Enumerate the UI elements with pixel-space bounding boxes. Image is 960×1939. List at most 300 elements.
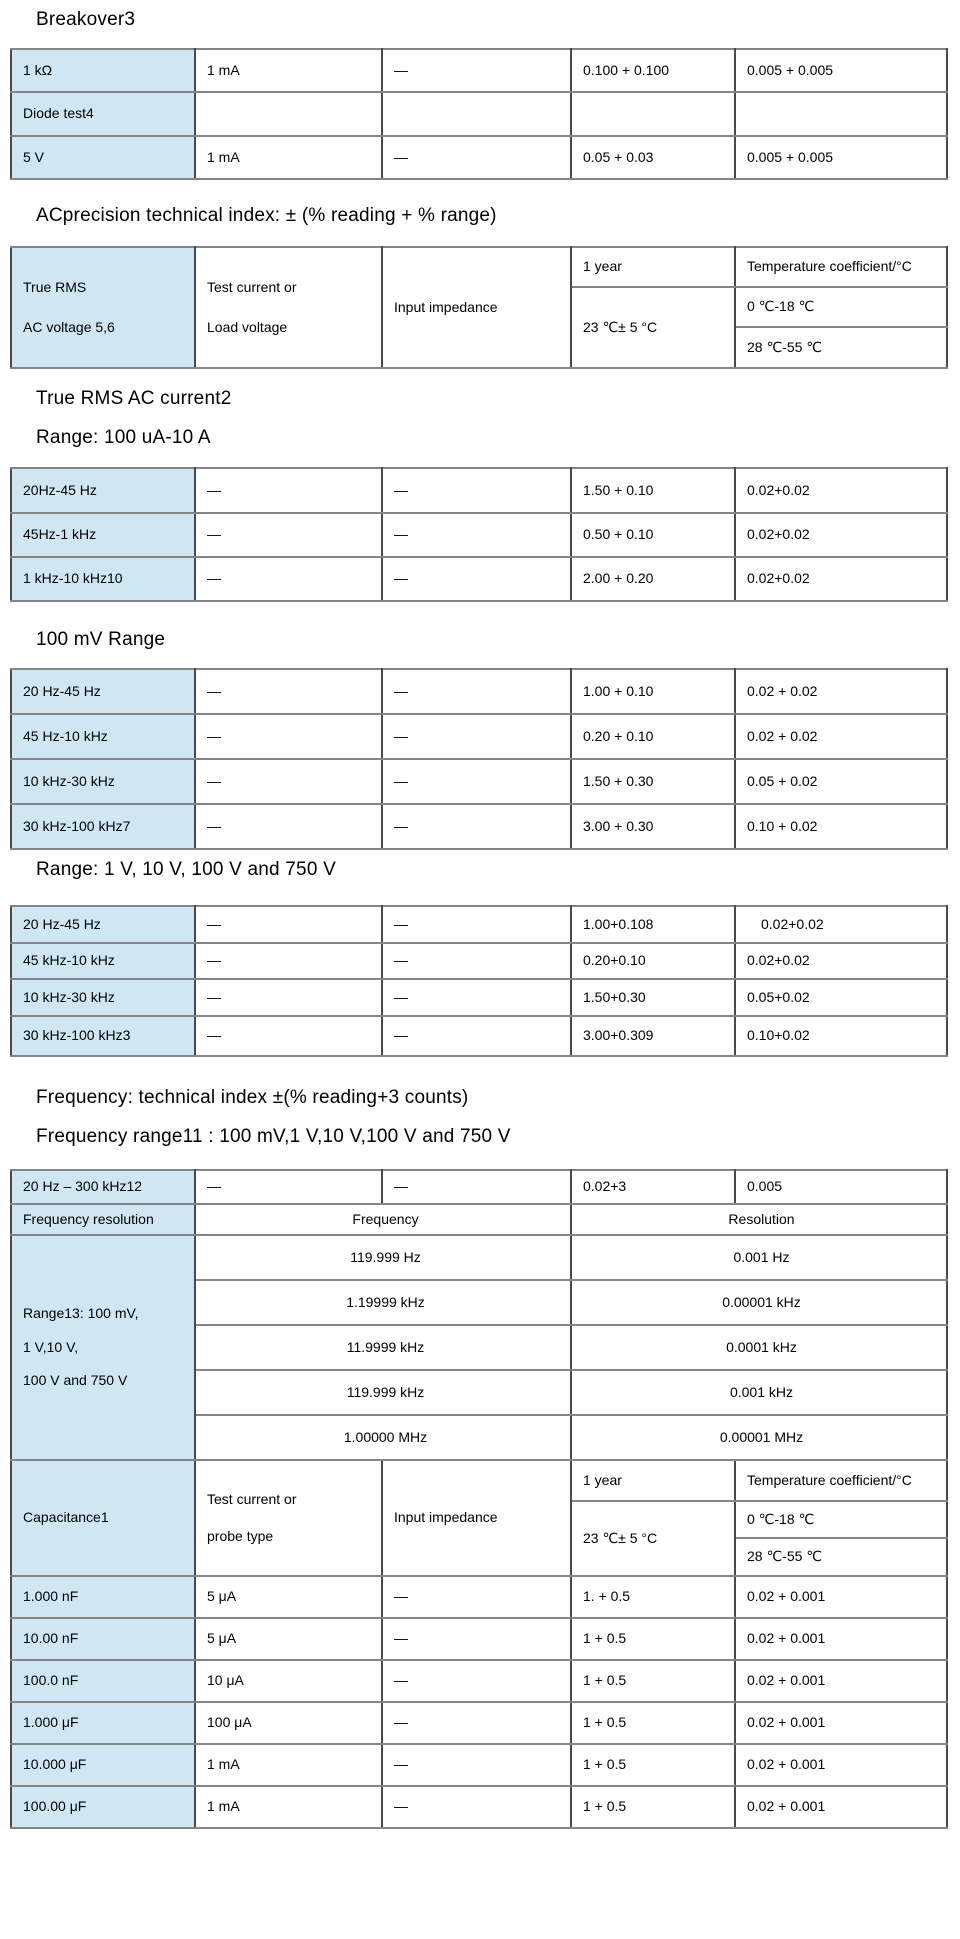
table-row — [11, 1702, 947, 1744]
table-cell — [382, 906, 571, 943]
table-row — [11, 1235, 947, 1280]
table-cell — [571, 906, 735, 943]
table-cell — [382, 557, 571, 601]
cell-text: 1.19999 kHz — [346, 1293, 425, 1310]
breakover-table — [10, 48, 948, 180]
table-cell — [571, 1618, 735, 1660]
table-row — [11, 468, 947, 513]
table-cell — [571, 49, 735, 92]
cell-text: — — [394, 1672, 408, 1689]
table-cell — [195, 92, 382, 136]
table-cell — [571, 1325, 947, 1370]
cell-text: 0.005 + 0.005 — [747, 61, 834, 78]
table-cell — [195, 1415, 571, 1460]
table-cell — [571, 669, 735, 714]
cell-text: 100.00 μF — [23, 1798, 87, 1815]
cell-text: — — [394, 772, 408, 789]
cell-text: 1 mA — [207, 61, 240, 78]
cell-text: 0 ℃-18 ℃ — [747, 298, 815, 315]
table-cell — [382, 1016, 571, 1056]
cell-text: 1.00000 MHz — [343, 1428, 428, 1445]
cell-text: 1.50 + 0.30 — [583, 772, 654, 789]
cell-text: 23 ℃± 5 °C — [583, 318, 658, 335]
table-cell — [735, 327, 947, 368]
cell-text: 100 V and 750 V — [23, 1372, 128, 1389]
cell-text: 0.02+0.02 — [747, 570, 810, 587]
table-cell — [382, 804, 571, 849]
table-cell — [735, 287, 947, 327]
row-header-cell — [11, 1702, 195, 1744]
cell-text: 1 + 0.5 — [583, 1714, 627, 1731]
table-cell — [195, 804, 382, 849]
table-cell — [382, 513, 571, 557]
table-row — [11, 1460, 947, 1501]
table-cell — [195, 906, 382, 943]
table-cell — [571, 1016, 735, 1056]
table-row — [11, 557, 947, 601]
cell-text: 20 Hz-45 Hz — [23, 682, 101, 699]
cell-text: — — [394, 727, 408, 744]
cell-text: — — [207, 570, 221, 587]
cell-text: 0.02 + 0.001 — [747, 1798, 826, 1815]
table-cell — [571, 136, 735, 179]
table-row — [11, 1786, 947, 1828]
table-cell — [195, 1325, 571, 1370]
cell-text: 1 year — [583, 1471, 622, 1488]
table-cell — [382, 1702, 571, 1744]
section-heading-ac-precision: ACprecision technical index: ± (% reading + % range) — [36, 205, 497, 226]
table-cell — [571, 287, 735, 368]
row-header-cell — [11, 906, 195, 943]
cell-text: — — [394, 1630, 408, 1647]
row-header-cell — [11, 1618, 195, 1660]
cell-text: 10 kHz-30 kHz — [23, 988, 115, 1005]
table-cell — [382, 759, 571, 804]
table-row — [11, 979, 947, 1016]
cell-text: 0.02+0.02 — [747, 952, 810, 969]
row-header-cell — [11, 1576, 195, 1618]
cell-text: — — [207, 526, 221, 543]
table-cell — [735, 759, 947, 804]
table-cell — [195, 1204, 571, 1235]
cell-text: Input impedance — [394, 298, 498, 315]
table-row — [11, 513, 947, 557]
cell-text: — — [207, 727, 221, 744]
cell-text: 1 V,10 V, — [23, 1338, 79, 1355]
table-row — [11, 714, 947, 759]
row-header-cell — [11, 468, 195, 513]
cell-text: 3.00+0.309 — [583, 1027, 654, 1044]
cell-text: 0.02 + 0.001 — [747, 1756, 826, 1773]
cell-text: — — [207, 1027, 221, 1044]
table-cell — [571, 1786, 735, 1828]
section-heading-mv-range: 100 mV Range — [36, 629, 166, 650]
cell-text: 1.00+0.108 — [583, 915, 654, 932]
table-cell — [195, 1786, 382, 1828]
cell-text: Test current or — [207, 1490, 297, 1507]
cell-text: Temperature coefficient/°C — [747, 258, 912, 275]
cell-text: 0.02+0.02 — [747, 481, 810, 498]
cell-text: — — [394, 915, 408, 932]
cell-text: 0.02+0.02 — [761, 915, 824, 932]
cell-text: 0.02 + 0.001 — [747, 1588, 826, 1605]
table-cell — [195, 759, 382, 804]
table-row — [11, 1016, 947, 1056]
table-cell — [735, 92, 947, 136]
row-header-cell — [11, 1204, 195, 1235]
cell-text: — — [207, 988, 221, 1005]
table-row — [11, 1744, 947, 1786]
cell-text: 0.02+0.02 — [747, 526, 810, 543]
mv-100-range-table — [10, 668, 948, 850]
cell-text: 30 kHz-100 kHz7 — [23, 817, 131, 834]
table-cell — [382, 943, 571, 979]
cell-text: 23 ℃± 5 °C — [583, 1529, 658, 1546]
cell-text: 119.999 Hz — [350, 1248, 421, 1265]
table-cell — [382, 1744, 571, 1786]
row-header-cell — [11, 1660, 195, 1702]
table-row — [11, 92, 947, 136]
table-cell — [571, 1501, 735, 1576]
table-cell — [571, 1576, 735, 1618]
table-row — [11, 943, 947, 979]
table-cell — [382, 1660, 571, 1702]
table-cell — [571, 1204, 947, 1235]
cell-text: 1 mA — [207, 148, 240, 165]
row-header-cell — [11, 1235, 195, 1460]
table-cell — [735, 943, 947, 979]
table-cell — [382, 669, 571, 714]
cell-text: 1.50 + 0.10 — [583, 481, 654, 498]
table-cell — [571, 557, 735, 601]
table-cell — [735, 1501, 947, 1538]
cell-text: 0.20 + 0.10 — [583, 727, 654, 744]
cell-text: 0.0001 kHz — [726, 1338, 797, 1355]
cell-text: — — [394, 682, 408, 699]
table-cell — [571, 1660, 735, 1702]
table-cell — [571, 1235, 947, 1280]
cell-text: — — [394, 1178, 408, 1195]
row-header-cell — [11, 513, 195, 557]
cell-text: 0.001 kHz — [729, 1383, 794, 1400]
cell-text: — — [207, 817, 221, 834]
cell-text: 0.02 + 0.02 — [747, 682, 818, 699]
row-header-cell — [11, 1460, 195, 1576]
cell-text: 0.20+0.10 — [583, 952, 646, 969]
cell-text: Resolution — [728, 1210, 795, 1227]
table-row — [11, 1618, 947, 1660]
table-cell — [382, 247, 571, 368]
cell-text: — — [394, 1027, 408, 1044]
table-cell — [735, 1170, 947, 1204]
cell-text: 5 μA — [207, 1588, 237, 1605]
row-header-cell — [11, 979, 195, 1016]
section-heading-ac-current: True RMS AC current2 — [36, 388, 232, 409]
ac-voltage-header-table — [10, 246, 948, 369]
section-heading-frequency-range: Frequency range11 : 100 mV,1 V,10 V,100 V and 750 V — [36, 1126, 511, 1147]
table-cell — [735, 714, 947, 759]
table-cell — [735, 1660, 947, 1702]
table-row — [11, 1576, 947, 1618]
table-cell — [571, 1415, 947, 1460]
table-row — [11, 906, 947, 943]
cell-text: 0.10 + 0.02 — [747, 817, 818, 834]
cell-text: Temperature coefficient/°C — [747, 1471, 912, 1488]
cell-text: Capacitance1 — [23, 1509, 109, 1526]
table-cell — [195, 714, 382, 759]
table-row — [11, 1170, 947, 1204]
cell-text: 0.05+0.02 — [747, 988, 810, 1005]
table-cell — [195, 557, 382, 601]
cell-text: Input impedance — [394, 1509, 498, 1526]
table-cell — [735, 1702, 947, 1744]
row-header-cell — [11, 557, 195, 601]
table-cell — [735, 1460, 947, 1501]
table-cell — [195, 1280, 571, 1325]
table-cell — [571, 1460, 735, 1501]
table-cell — [571, 1702, 735, 1744]
cell-text: Test current or — [207, 279, 297, 295]
cell-text: 11.9999 kHz — [346, 1338, 425, 1355]
cell-text: — — [394, 952, 408, 969]
table-cell — [735, 468, 947, 513]
table-cell — [382, 1460, 571, 1576]
cell-text: — — [207, 772, 221, 789]
table-cell — [195, 136, 382, 179]
table-row — [11, 759, 947, 804]
table-cell — [571, 1370, 947, 1415]
cell-text: 1 + 0.5 — [583, 1630, 627, 1647]
cell-text: 45 Hz-10 kHz — [23, 727, 108, 744]
table-cell — [195, 979, 382, 1016]
cell-text: Frequency resolution — [23, 1210, 154, 1227]
table-cell — [382, 136, 571, 179]
cell-text: 1.000 μF — [23, 1714, 79, 1731]
cell-text: 100 μA — [207, 1714, 252, 1731]
table-cell — [195, 943, 382, 979]
cell-text: — — [394, 1714, 408, 1731]
cell-text: — — [207, 481, 221, 498]
table-cell — [195, 1370, 571, 1415]
cell-text: 45 kHz-10 kHz — [23, 952, 115, 969]
cell-text: 1.000 nF — [23, 1588, 79, 1605]
row-header-cell — [11, 92, 195, 136]
cell-text: 1 + 0.5 — [583, 1798, 627, 1815]
cell-text: 30 kHz-100 kHz3 — [23, 1027, 131, 1044]
table-cell — [735, 669, 947, 714]
table-cell — [195, 1170, 382, 1204]
table-cell — [571, 979, 735, 1016]
cell-text: 0.005 — [747, 1178, 783, 1195]
table-cell — [571, 92, 735, 136]
cell-text: 0.05 + 0.02 — [747, 772, 818, 789]
table-cell — [735, 247, 947, 287]
row-header-cell — [11, 1744, 195, 1786]
table-cell — [735, 557, 947, 601]
table-cell — [571, 468, 735, 513]
row-header-cell — [11, 669, 195, 714]
cell-text: Frequency — [352, 1210, 419, 1227]
cell-text: — — [394, 61, 408, 78]
table-cell — [735, 1744, 947, 1786]
cell-text: 1.00 + 0.10 — [583, 682, 654, 699]
table-cell — [735, 1618, 947, 1660]
table-cell — [571, 714, 735, 759]
cell-text: — — [394, 988, 408, 1005]
cell-text: — — [394, 1588, 408, 1605]
table-row — [11, 1660, 947, 1702]
cell-text: 1 mA — [207, 1756, 240, 1773]
table-cell — [195, 468, 382, 513]
row-header-cell — [11, 804, 195, 849]
cell-text: 1 kΩ — [23, 61, 53, 78]
table-cell — [195, 513, 382, 557]
table-cell — [382, 1618, 571, 1660]
table-row — [11, 49, 947, 92]
table-cell — [195, 49, 382, 92]
table-cell — [195, 1618, 382, 1660]
cell-text: — — [394, 481, 408, 498]
row-header-cell — [11, 1016, 195, 1056]
cell-text: 10 μA — [207, 1672, 244, 1689]
table-cell — [571, 759, 735, 804]
section-heading-breakover: Breakover3 — [36, 9, 136, 30]
cell-text: 0.10+0.02 — [747, 1027, 810, 1044]
table-cell — [571, 513, 735, 557]
row-header-cell — [11, 714, 195, 759]
ac-current-table — [10, 467, 948, 602]
table-row — [11, 1204, 947, 1235]
cell-text: 20 Hz-45 Hz — [23, 915, 101, 932]
cell-text: AC voltage 5,6 — [23, 318, 115, 335]
table-cell — [382, 92, 571, 136]
cell-text: 1 + 0.5 — [583, 1756, 627, 1773]
table-cell — [195, 1576, 382, 1618]
cell-text: — — [207, 682, 221, 699]
cell-text: 28 ℃-55 ℃ — [747, 1548, 823, 1565]
cell-text: 0.00001 kHz — [722, 1293, 801, 1310]
cell-text: — — [394, 526, 408, 543]
cell-text: 0 ℃-18 ℃ — [747, 1510, 815, 1527]
cell-text: 0.50 + 0.10 — [583, 526, 654, 543]
cell-text: 10 kHz-30 kHz — [23, 772, 115, 789]
cell-text: — — [207, 1178, 221, 1195]
table-cell — [735, 1786, 947, 1828]
cell-text: 45Hz-1 kHz — [23, 526, 97, 543]
section-heading-ac-current-range: Range: 100 uA-10 A — [36, 427, 211, 448]
cell-text: 0.02 + 0.001 — [747, 1714, 826, 1731]
cell-text: 100.0 nF — [23, 1672, 79, 1689]
cell-text: 1.50+0.30 — [583, 988, 646, 1005]
table-cell — [382, 979, 571, 1016]
cell-text: 1 year — [583, 258, 622, 275]
cell-text: 10.000 μF — [23, 1756, 87, 1773]
cell-text: 10.00 nF — [23, 1630, 79, 1647]
cell-text: 119.999 kHz — [346, 1383, 425, 1400]
cell-text: Diode test4 — [23, 105, 94, 122]
cell-text: — — [394, 148, 408, 165]
table-cell — [382, 1786, 571, 1828]
table-cell — [735, 1576, 947, 1618]
cell-text: 0.05 + 0.03 — [583, 148, 654, 165]
row-header-cell — [11, 759, 195, 804]
cell-text: 0.005 + 0.005 — [747, 148, 834, 165]
row-header-cell — [11, 247, 195, 368]
cell-text: 1 kHz-10 kHz10 — [23, 570, 123, 587]
table-cell — [195, 1016, 382, 1056]
table-row — [11, 136, 947, 179]
table-cell — [571, 247, 735, 287]
table-row — [11, 247, 947, 287]
cell-text: — — [207, 952, 221, 969]
table-cell — [571, 1744, 735, 1786]
table-cell — [571, 804, 735, 849]
section-heading-v-range: Range: 1 V, 10 V, 100 V and 750 V — [36, 859, 336, 880]
cell-text: 0.100 + 0.100 — [583, 61, 670, 78]
table-cell — [382, 714, 571, 759]
cell-text: 5 V — [23, 148, 45, 165]
cell-text: 3.00 + 0.30 — [583, 817, 654, 834]
table-cell — [735, 1538, 947, 1576]
cell-text: 20 Hz – 300 kHz12 — [23, 1178, 143, 1195]
voltage-ranges-table — [10, 905, 948, 1057]
table-cell — [382, 1576, 571, 1618]
cell-text: — — [394, 1756, 408, 1773]
cell-text: 2.00 + 0.20 — [583, 570, 654, 587]
section-heading-frequency-index: Frequency: technical index ±(% reading+3 counts) — [36, 1087, 469, 1108]
table-cell — [735, 136, 947, 179]
table-cell — [382, 1170, 571, 1204]
cell-text: 0.02+3 — [583, 1178, 627, 1195]
cell-text: 1 mA — [207, 1798, 240, 1815]
row-header-cell — [11, 1786, 195, 1828]
cell-text: 0.00001 MHz — [719, 1428, 804, 1445]
table-cell — [195, 1460, 382, 1576]
table-row — [11, 804, 947, 849]
cell-text: probe type — [207, 1528, 274, 1544]
table-cell — [735, 49, 947, 92]
cell-text: 5 μA — [207, 1630, 237, 1647]
row-header-cell — [11, 943, 195, 979]
cell-text: Range13: 100 mV, — [23, 1305, 139, 1322]
cell-text: 28 ℃-55 ℃ — [747, 338, 823, 355]
table-cell — [571, 943, 735, 979]
cell-text: — — [207, 915, 221, 932]
cell-text: 0.02 + 0.001 — [747, 1630, 826, 1647]
table-cell — [382, 49, 571, 92]
cell-text: 1 + 0.5 — [583, 1672, 627, 1689]
table-cell — [735, 804, 947, 849]
row-header-cell — [11, 49, 195, 92]
cell-text: 0.001 Hz — [733, 1248, 790, 1265]
table-cell — [195, 1660, 382, 1702]
table-cell — [571, 1280, 947, 1325]
row-header-cell — [11, 1170, 195, 1204]
cell-text: — — [394, 817, 408, 834]
table-cell — [382, 468, 571, 513]
table-cell — [195, 1744, 382, 1786]
table-cell — [571, 1170, 735, 1204]
table-cell — [195, 669, 382, 714]
cell-text: — — [394, 1798, 408, 1815]
table-cell — [195, 247, 382, 368]
table-cell — [195, 1235, 571, 1280]
table-cell — [735, 1016, 947, 1056]
cell-text: 20Hz-45 Hz — [23, 481, 97, 498]
cell-text: 1. + 0.5 — [583, 1588, 631, 1605]
table-cell — [195, 1702, 382, 1744]
cell-text: Load voltage — [207, 318, 288, 335]
